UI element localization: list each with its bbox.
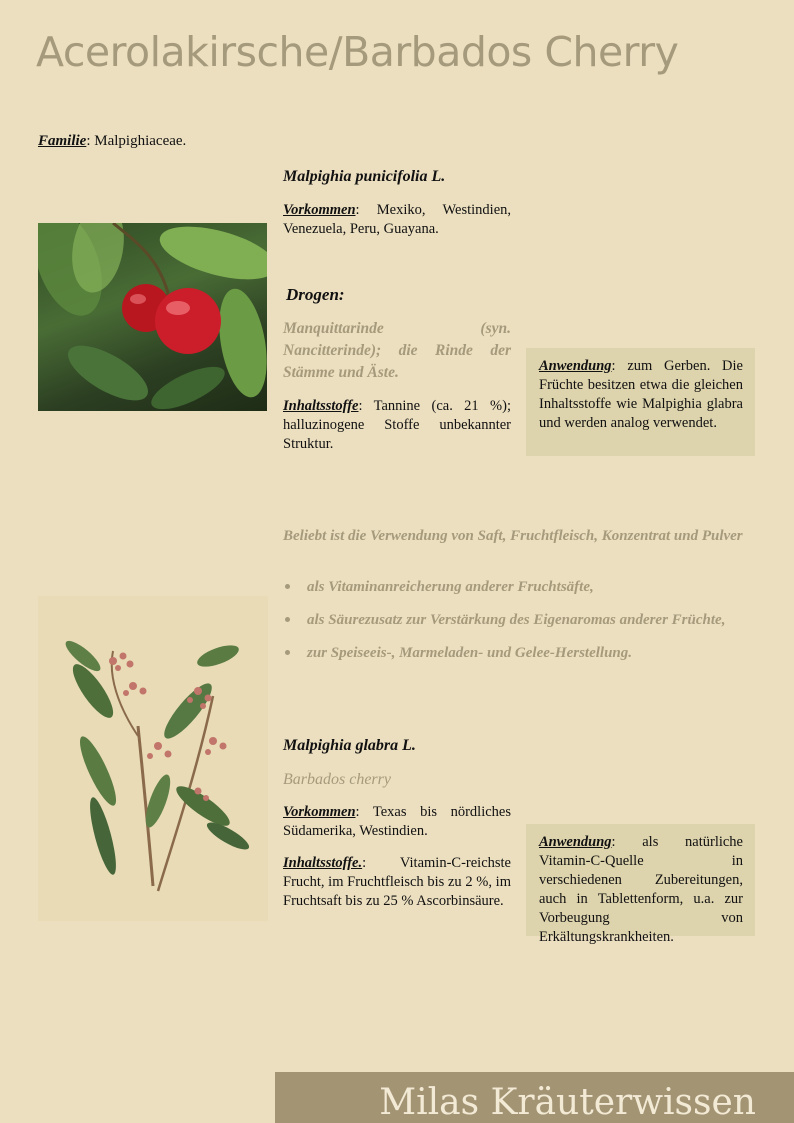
anwendung-text: : als natürliche Vitamin-C-Quelle in verschiedenen Zubereitungen, auch in Tablettenform, u.a. zur Vorbeugung von Erkältungskrankheiten.	[539, 834, 743, 945]
vorkommen-label: Vorkommen	[283, 804, 356, 820]
list-item: als Vitaminanreicherung anderer Fruchtsäfte,	[283, 577, 758, 597]
footer-brand: Milas Kräuterwissen	[275, 1072, 794, 1123]
botanical-illustration	[38, 596, 268, 921]
page-title: Acerolakirsche/Barbados Cherry	[36, 28, 679, 76]
vorkommen-text: : Mexiko, Westindien, Venezuela, Peru, Guayana.	[283, 202, 511, 237]
species-2-vorkommen	[283, 803, 511, 841]
vorkommen-label: Vorkommen	[283, 202, 356, 218]
species-2-inhaltsstoffe	[283, 854, 511, 911]
anwendung-text: : zum Gerben. Die Früchte besitzen etwa die gleichen Inhaltsstoffe wie Malpighia glabra und werden analog verwendet.	[539, 358, 743, 431]
vorkommen-text: : Texas bis nördliches Südamerika, Westindien.	[283, 804, 511, 839]
usage-list	[283, 577, 758, 676]
inhaltsstoffe-label: Inhaltsstoffe.	[283, 855, 363, 871]
species-1-inhaltsstoffe	[283, 397, 511, 454]
species-2-anwendung-box	[526, 824, 755, 945]
malpighia-plant-illustration	[38, 596, 268, 921]
drogen-text: Manquittarinde (syn. Nancitterinde); die Rinde der Stämme und Äste.	[283, 320, 511, 381]
list-item: zur Speiseeis-, Marmeladen- und Gelee-Herstellung.	[283, 643, 758, 663]
species-2-common-name: Barbados cherry	[283, 771, 391, 788]
inhaltsstoffe-text: : Vitamin-C-reichste Frucht, im Fruchtfleisch bis zu 2 %, im Fruchtsaft bis zu 25 % Ascorbinsäure.	[283, 855, 511, 909]
cherry-photo-illustration	[38, 223, 267, 411]
species-1-name: Malpighia punicifolia L.	[283, 168, 446, 185]
anwendung-label: Anwendung	[539, 834, 612, 850]
inhaltsstoffe-label: Inhaltsstoffe	[283, 398, 359, 414]
bullet-icon	[285, 584, 290, 589]
list-item: als Säurezusatz zur Verstärkung des Eigenaromas anderer Früchte,	[283, 610, 758, 630]
familie-label: Familie	[38, 133, 87, 149]
inhaltsstoffe-text: : Tannine (ca. 21 %); halluzinogene Stoffe unbekannter Struktur.	[283, 398, 511, 452]
bullet-icon	[285, 617, 290, 622]
species-1-anwendung-box	[526, 348, 755, 456]
species-1-vorkommen	[283, 201, 511, 239]
bullet-icon	[285, 650, 290, 655]
anwendung-label: Anwendung	[539, 358, 612, 374]
acerola-photo	[38, 223, 267, 411]
usage-intro: Beliebt ist die Verwendung von Saft, Fruchtfleisch, Konzentrat und Pulver	[283, 528, 743, 544]
familie-line	[38, 133, 186, 150]
species-2-name: Malpighia glabra L.	[283, 737, 416, 754]
familie-text: : Malpighiaceae.	[86, 133, 187, 149]
drogen-heading: Drogen:	[286, 285, 345, 304]
